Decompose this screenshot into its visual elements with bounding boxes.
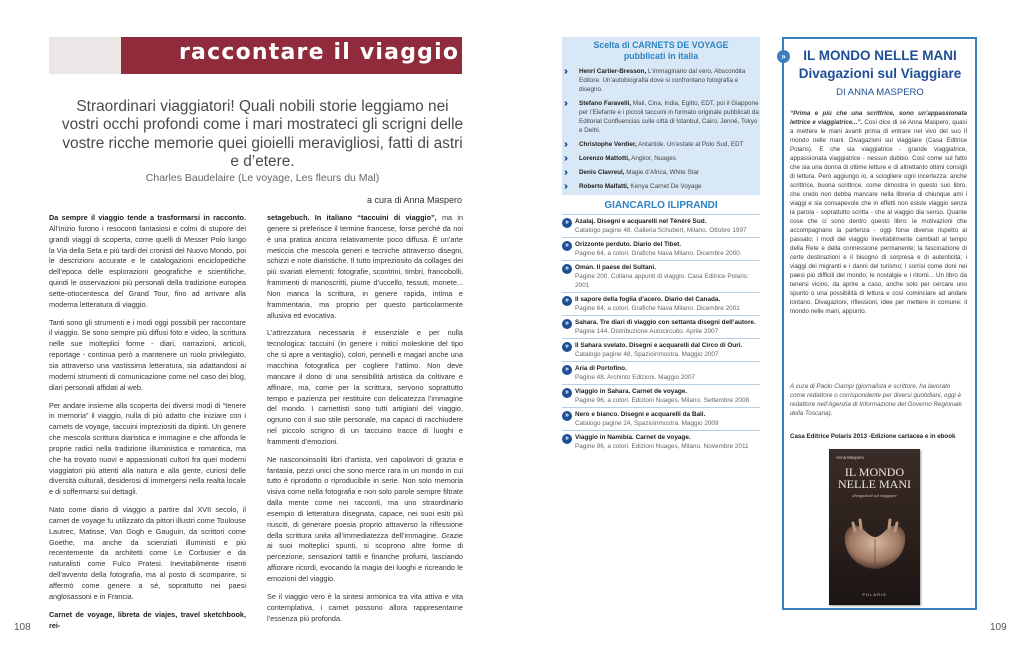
carnet-author: Henri Cartier-Bresson, (579, 68, 647, 75)
chevron-circle-icon: » (562, 319, 572, 329)
article-paragraph (267, 213, 463, 321)
cupped-hands-illustration (841, 515, 909, 573)
carnets-box (562, 37, 760, 195)
review-title-line2: Divagazioni sul Viaggiare (798, 66, 962, 81)
page-number-right: 109 (990, 622, 1007, 633)
book-item (562, 214, 760, 237)
chevron-circle-icon: » (562, 434, 572, 444)
paragraph-text: L’attrezzatura necessaria è essenziale e per nulla tecnologica: taccuini (in genere i mitici moleskine del tipo che si apre a ventaglio), colori, pennelli e magari anche una macchina fotografica per cogliere l’attimo. Non deve mancare il dono di una sensibilità artistica da coltivare e affinare, ma, come per la scrittura, servono soprattutto tempo e pazienza per restituire con delicatezza l’immagine del mondo. I carnettisti sono tutti artigiani del viaggio, ognuno con il suo stile personale, ma capaci di racchiudere nel piccolo scrigno di un taccuino tracce di luoghi e frammenti d’emozioni. (267, 328, 463, 446)
carnet-item (562, 168, 760, 177)
book-item (562, 292, 760, 315)
chevron-circle-icon: » (562, 342, 572, 352)
article-paragraph (49, 213, 246, 311)
review-text: Così dice di sé Anna Maspero, quasi a mettere le mani avanti prima di entrare nel vivo del suo Il mondo nelle mani. Divagazioni sul viaggiare (Casa Editrice Polaris). E che sia viaggiatrice - grande viaggiatrice, appassionata viaggiatrice - nessun dubbio. Così come sul fatto che sia una donna di ottime letture e di altrettanto ottimi consigli di lettura. Però aggiungo io, a sciogliere ogni incertezza: anche scrittrice, buona scrittrice, come dimostra in questo suo libro, che credo non debba mancare nella libreria di chiunque ami i viaggi e sia consapevole che in effetti non esiste viaggio senza la parola - soprattutto scritta - che al viaggio dia senso. Quante cose che ci sono dentro questo libro: le motivazioni che accompagnano la partenza - oggi forse diverse rispetto al passato; i modi del viaggio inevitabilmente cambiati al tempo della Rete e della connessione permanente; la fascinazione di certe destinazioni e il bisogno di sorpresa e di autenticità; i viaggi dei migranti e i danni del turismo; i sorrisi come doni nei paesi più difficili del mondo; le nostalgie e i ritorni... Un libro da tenersi vicino, da aprire a caso, anche solo per cercare uno spunto o una possibilità di lettura e così cominciare ad andare lontano. Divagazioni, riflessioni, idee per mettere in comune: il mondo nelle mani, appunto. (790, 119, 968, 315)
carnet-item (562, 67, 760, 94)
carnet-item (562, 154, 760, 163)
book-info: Pagine 200. Collana appunti di viaggio. Casa Editrice Polaris: 2001 (575, 273, 749, 289)
cover-publisher: POLARIS (862, 592, 887, 597)
article-column-2 (267, 213, 463, 631)
carnet-item (562, 99, 760, 135)
book-title: Azalaj. Disegni e acquarelli nel Ténéré Sud. (575, 218, 707, 225)
chevron-bullet-icon: ››› (564, 181, 565, 192)
carnets-title: Scelta di CARNETS DE VOYAGE pubblicati in italia (593, 40, 729, 61)
book-item (562, 260, 760, 292)
carnet-details: Kenya Carnet De Voyage (628, 183, 702, 190)
carnet-item (562, 140, 760, 149)
section-title: raccontare il viaggio (179, 40, 460, 65)
book-title: Il Sahara svelato. Disegni e acquarelli dal Circo di Ouri. (575, 342, 743, 349)
book-title: Oman. Il paese dei Sultani. (575, 264, 656, 271)
book-title: Nero e bianco. Disegni e acquarelli da Bali. (575, 411, 706, 418)
article-column-1 (49, 213, 246, 638)
article-paragraph (49, 505, 246, 603)
book-item (562, 315, 760, 338)
review-author: DI ANNA MASPERO (836, 87, 924, 98)
chevron-bullet-icon: ››› (564, 66, 565, 77)
book-item (562, 237, 760, 260)
books-list (562, 214, 760, 453)
book-item (562, 407, 760, 430)
chevron-circle-icon: » (562, 264, 572, 274)
cover-author: Anna Maspero (836, 455, 864, 460)
paragraph-bold: Carnet de voyage, libreta de viajes, travel sketchbook, rei- (49, 609, 246, 630)
book-info: Pagine 48. Archinto Edizioni. Maggio 2007 (575, 374, 696, 381)
chevron-bullet-icon: ››› (564, 167, 565, 178)
book-cover-image (829, 449, 920, 605)
carnet-author: Christophe Verdier, (579, 141, 637, 148)
section-banner (49, 37, 462, 74)
book-title: Viaggio in Namibia. Carnet de voyage. (575, 434, 691, 441)
book-info: Catalogo pagine 24, Spazioinmostra. Maggio 2009 (575, 420, 719, 427)
paragraph-text: Per andare insieme alla scoperta dei diversi modi di “tenere in memoria” il viaggio, nulla di più adatto che iniziare con i carnets de voyage, taccuini impreziositi da dipinti. Un genere che mescola scrittura diaristica e immagine e che affonda le proprie radici nella tradizione illuministica e romantica, ma che ha trovato nuovi e appassionati cultori fra quei moderni viaggiatori più attenti alla natura e alla gente, curiosi delle diversità culturali, desiderosi di immergersi nella realtà locale e di soffermarsi sui dettagli. (49, 400, 246, 497)
carnet-details: Mali, Cina, India, Egitto, EDT, poi il Giappone per l’Elefante e i piccoli taccuini in formato originale pubblicati da Editorial Confluencias sulle città di Istanbul, Cairo, Jenné, Tokyo e Delhi. (579, 100, 759, 134)
book-item (562, 338, 760, 361)
book-item (562, 384, 760, 407)
carnet-details: Angkor, Nuages (629, 155, 676, 162)
book-title: Viaggio in Sahara. Carnet de voyage. (575, 388, 688, 395)
book-item (562, 361, 760, 384)
article-byline: a cura di Anna Maspero (366, 195, 462, 205)
cover-title-line2: NELLE MANI (838, 476, 911, 491)
carnet-author: Denis Clavreul, (579, 169, 625, 176)
banner-red-band (121, 37, 462, 74)
paragraph-text: Tanti sono gli strumenti e i modi oggi possibili per raccontare il viaggio. Se sono sempre più diffusi foto e video, la scrittura nelle sue molteplici forme - diari, narrazioni, articoli, reportage - continua però a mantenere un ruolo privilegiato, sia attraverso una vastissima letteratura, sia adattandosi ai moderni strumenti di comunicazione come nel caso dei blog, diari personali affidati al web. (49, 317, 246, 392)
carnet-details: L’immaginario dal vero, Abscondita Editore. Un’autobiografia dove si confrontano fotografia e disegno. (579, 68, 746, 93)
carnet-item (562, 182, 760, 191)
review-title-line1: IL MONDO NELLE MANI (803, 48, 957, 63)
review-publisher: Casa Editrice Polaris 2013 -Edizione cartacea e in ebook (790, 433, 956, 440)
chevron-bullet-icon: ››› (564, 139, 565, 150)
book-info: Pagine 64, a colori. Grafiche Nava Milano. Dicembre 2000. (575, 250, 742, 257)
paragraph-text: ma in genere si preferisce il termine francese, forse perché da noi è una pratica ancora relativamente poco diffusa. È un’arte meticcia che mescola generi e tecniche attraverso disegni, schizzi e note diaristiche. Il tutto impreziosito da collages dei più svariati elementi: fotografie, scontrini, timbri, francobolli, frammenti di manoscritti, piume d’uccello, tessuti, monete... Non manca la scrittura, in genere rapida, intima e frammentaria, ma proprio per questo particolarmente allusiva ed evocativa. (267, 213, 464, 320)
book-title: Aria di Portofino. (575, 365, 627, 372)
article-paragraph (49, 401, 246, 499)
carnet-author: Stefano Faravelli, (579, 100, 632, 107)
review-credit: A cura di Paolo Ciampi (giornalista e scrittore, ha lavorato come redattore o corrispondente per diversi quotidiani, oggi è redattore nell’Agenzia di Informazione del Governo Regionale della Toscana). (790, 383, 962, 417)
paragraph-bold: setagebuch. In italiano “taccuini di viaggio”, (267, 213, 437, 222)
carnets-list (562, 67, 760, 191)
book-info: Pagine 144. Distribuzione Autocircuito. Aprile 2007 (575, 328, 719, 335)
article-paragraph (267, 455, 463, 585)
review-lead: “Prima e più che una scrittrice, sono un’appassionata lettrice e viaggiatrice...”. (790, 110, 967, 126)
cover-title (829, 467, 920, 490)
carnet-author: Lorenzo Mattotti, (579, 155, 630, 162)
paragraph-bold: Da sempre il viaggio tende a trasformarsi in racconto. (49, 213, 246, 222)
carnet-author: Roberto Malfatti, (579, 183, 629, 190)
chevron-circle-icon: » (562, 365, 572, 375)
article-paragraph (267, 592, 463, 625)
review-body (790, 109, 967, 316)
chevron-circle-icon: » (562, 411, 572, 421)
book-info: Catalogo pagine 48. Galleria Schubert, Milano. Ottobre 1997 (575, 227, 747, 234)
chevron-circle-icon: » (562, 241, 572, 251)
chevron-circle-icon: » (562, 296, 572, 306)
paragraph-text: Ne nasconoinsoliti libri d’artista, veri capolavori di grazia e fantasia, pezzi unici che sono merce rara in un mondo in cui tutto è riprodotto o riproducibile in serie. Non solo memoria visiva come nella fotografia e non solo parole sempre filtrate dalla mente come nei racconti, ma uno straordinario esempio di letteratura disegnata, capace, nei suoi esiti più riusciti, di generare poesia proprio attraverso la riflessione della scrittura unita all’immediatezza dell’immagine. Grazie ai suoi molteplici spunti, si scoprono altre forme di percezione, sensazioni tattili e finanche profumi, lasciando affiorare ricordi, evocando la magia dei luoghi e ricreando le emozioni del viaggio. (267, 454, 463, 583)
carnet-details: Magie d’Africa, White Star (624, 169, 700, 176)
book-info: Pagine 96, a colori. Edizioni Nuages, Milano. Settembre 2008 (575, 397, 750, 404)
book-title: Il sapore della foglia d’acero. Diario del Canada. (575, 296, 721, 303)
review-title (790, 47, 970, 83)
cover-subtitle: divagazioni sul viaggiare (852, 493, 897, 498)
quote-source: Charles Baudelaire (Le voyage, Les fleurs du Mal) (145, 172, 380, 184)
book-item (562, 430, 760, 453)
chevron-circle-icon: » (562, 388, 572, 398)
chevron-bullet-icon: ››› (564, 98, 565, 109)
page-number-left: 108 (14, 622, 31, 633)
chevron-circle-icon: » (562, 218, 572, 228)
paragraph-text: Se il viaggio vero è la sintesi armonica tra vita attiva e vita contemplativa, i carnet possono allora rappresentarne l’essenza più profonda. (267, 591, 463, 623)
article-paragraph (49, 318, 246, 394)
article-paragraph (267, 328, 463, 447)
book-title: Orizzonte perduto. Diario del Tibet. (575, 241, 682, 248)
paragraph-text: All’inizio furono i resoconti fantasiosi e colmi di stupore dei grandi viaggi di scoperta, come quelli di Messer Polo lungo la Via della Seta e più tardi dei cronisti del Nuovo Mondo, poi le descrizioni accurate e le catalogazioni enciclopediche dell’epoca delle esplorazioni geografiche e scientifiche, quindi le osservazioni più personali della tradizione europea sette-ottocentesca del Grand Tour, fino ad arrivare alla moderna letteratura di viaggio. (49, 223, 246, 309)
book-info: Pagine 96, a colori. Edizioni Nuages, Milano. Novembre 2011 (575, 443, 749, 450)
carnet-details: Antartide. Un’estate al Polo Sud, EDT (636, 141, 744, 148)
chevron-right-icon: » (777, 50, 790, 63)
book-info: Pagine 64, a colori. Grafiche Nava Milano. Dicembre 2001 (575, 305, 740, 312)
cover-title-line1: IL MONDO (844, 465, 905, 479)
chevron-bullet-icon: ››› (564, 153, 565, 164)
article-paragraph (49, 610, 246, 632)
sidebar-column (562, 37, 760, 453)
opening-quote: Straordinari viaggiatori! Quali nobili storie leggiamo nei vostri occhi profondi come i mari mostrateci gli scrigni delle vostre ricche memorie quei gioielli meravigliosi, fatti di astri e d’etere. (61, 98, 464, 171)
paragraph-text: Nato come diario di viaggio a partire dal XVII secolo, il carnet de voyage fu utilizzato da pittori illustri come Toulouse Lautrec, Matisse, Van Gogh e Gauguin, da scrittori come Goethe, ma anche da scienziati illuministi e più recentemente da architetti come Le Corbusier e da naturalisti come Fulco Pratesi. Inevitabilmente risenti dell’avvento della fotografia, ma al posto di scomparire, si affermò come genere a sé, soprattutto nei paesi anglosassoni e in Francia. (49, 505, 246, 601)
giancarlo-title: GIANCARLO ILIPRANDI (604, 200, 718, 211)
book-title: Sahara. Tre diari di viaggio con settanta disegni dell’autore. (575, 319, 756, 326)
book-info: Catalogo pagine 48, Spazioinmostra. Maggio 2007 (575, 351, 719, 358)
